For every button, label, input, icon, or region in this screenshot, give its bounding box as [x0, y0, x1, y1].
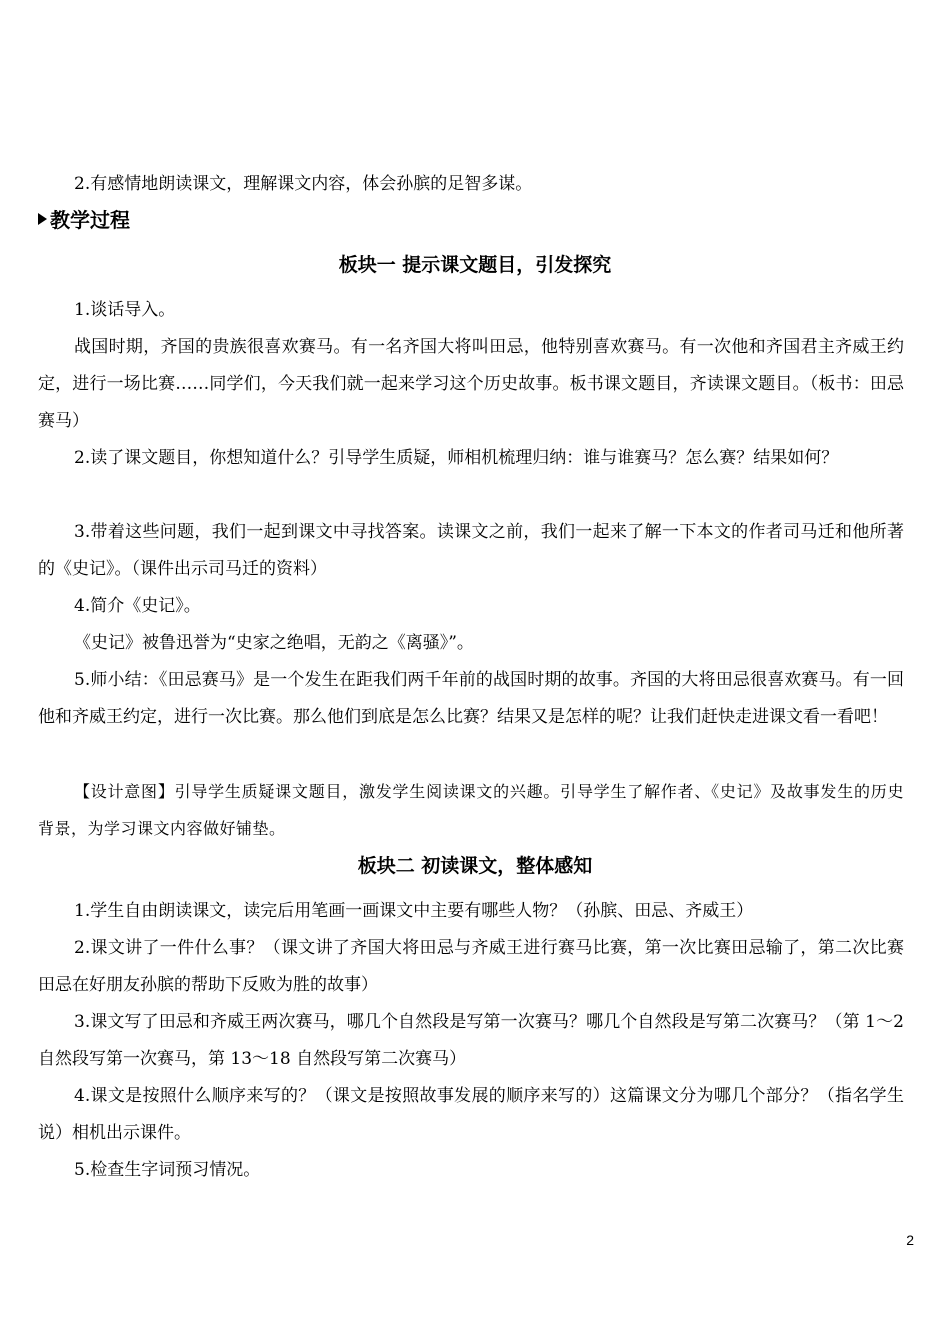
- page-number: 2: [906, 1232, 914, 1248]
- block1-para-6: 《史记》被鲁迅誉为“史家之绝唱，无韵之《离骚》”。: [74, 633, 474, 653]
- block1-para-5: 4.简介《史记》。: [74, 596, 201, 616]
- design-intent: 【设计意图】引导学生质疑课文题目，激发学生阅读课文的兴趣。引导学生了解作者、《史记》及故事发生的历史背景，为学习课文内容做好铺垫。: [38, 782, 904, 838]
- block2-para-2: 2.课文讲了一件什么事？（课文讲了齐国大将田忌与齐威王进行赛马比赛，第一次比赛田忌输了，第二次比赛田忌在好朋友孙膑的帮助下反败为胜的故事）: [38, 938, 904, 995]
- block1-para-7: 5.师小结：《田忌赛马》是一个发生在距我们两千年前的战国时期的故事。齐国的大将田忌很喜欢赛马。有一回他和齐威王约定，进行一次比赛。那么他们到底是怎么比赛？结果又是怎样的呢？让我们赶快走进课文看一看吧！: [38, 670, 904, 727]
- block1-heading: 板块一 提示课文题目，引发探究: [338, 254, 612, 276]
- block1-para-2: 战国时期，齐国的贵族很喜欢赛马。有一名齐国大将叫田忌，他特别喜欢赛马。有一次他和齐国君主齐威王约定，进行一场比赛……同学们，今天我们就一起来学习这个历史故事。板书课文题目，齐读课文题目。（板书：田忌赛马）: [38, 337, 904, 431]
- block1-para-1: 1.谈话导入。: [74, 300, 176, 320]
- section-label-text: 教学过程: [50, 208, 130, 232]
- block1-para-4: 3.带着这些问题，我们一起到课文中寻找答案。读课文之前，我们一起来了解一下本文的作者司马迁和他所著的《史记》。（课件出示司马迁的资料）: [38, 522, 904, 579]
- block2-para-3: 3.课文写了田忌和齐威王两次赛马，哪几个自然段是写第一次赛马？哪几个自然段是写第二次赛马？（第 1～2 自然段写第一次赛马，第 13～18 自然段写第二次赛马）: [38, 1012, 904, 1069]
- section-label: [38, 203, 130, 237]
- block2-para-4: 4.课文是按照什么顺序来写的？（课文是按照故事发展的顺序来写的）这篇课文分为哪几个部分？（指名学生说）相机出示课件。: [38, 1086, 904, 1143]
- block2-heading: 板块二 初读课文，整体感知: [357, 855, 593, 877]
- block2-para-1: 1.学生自由朗读课文，读完后用笔画一画课文中主要有哪些人物？（孙膑、田忌、齐威王）: [74, 901, 754, 921]
- block1-para-3: 2.读了课文题目，你想知道什么？引导学生质疑，师相机梳理归纳：谁与谁赛马？怎么赛？结果如何？: [74, 448, 839, 468]
- objective-item-2: 2.有感情地朗读课文，理解课文内容，体会孙膑的足智多谋。: [74, 174, 533, 194]
- block2-para-5: 5.检查生字词预习情况。: [74, 1160, 261, 1180]
- triangle-bullet-icon: [38, 213, 47, 225]
